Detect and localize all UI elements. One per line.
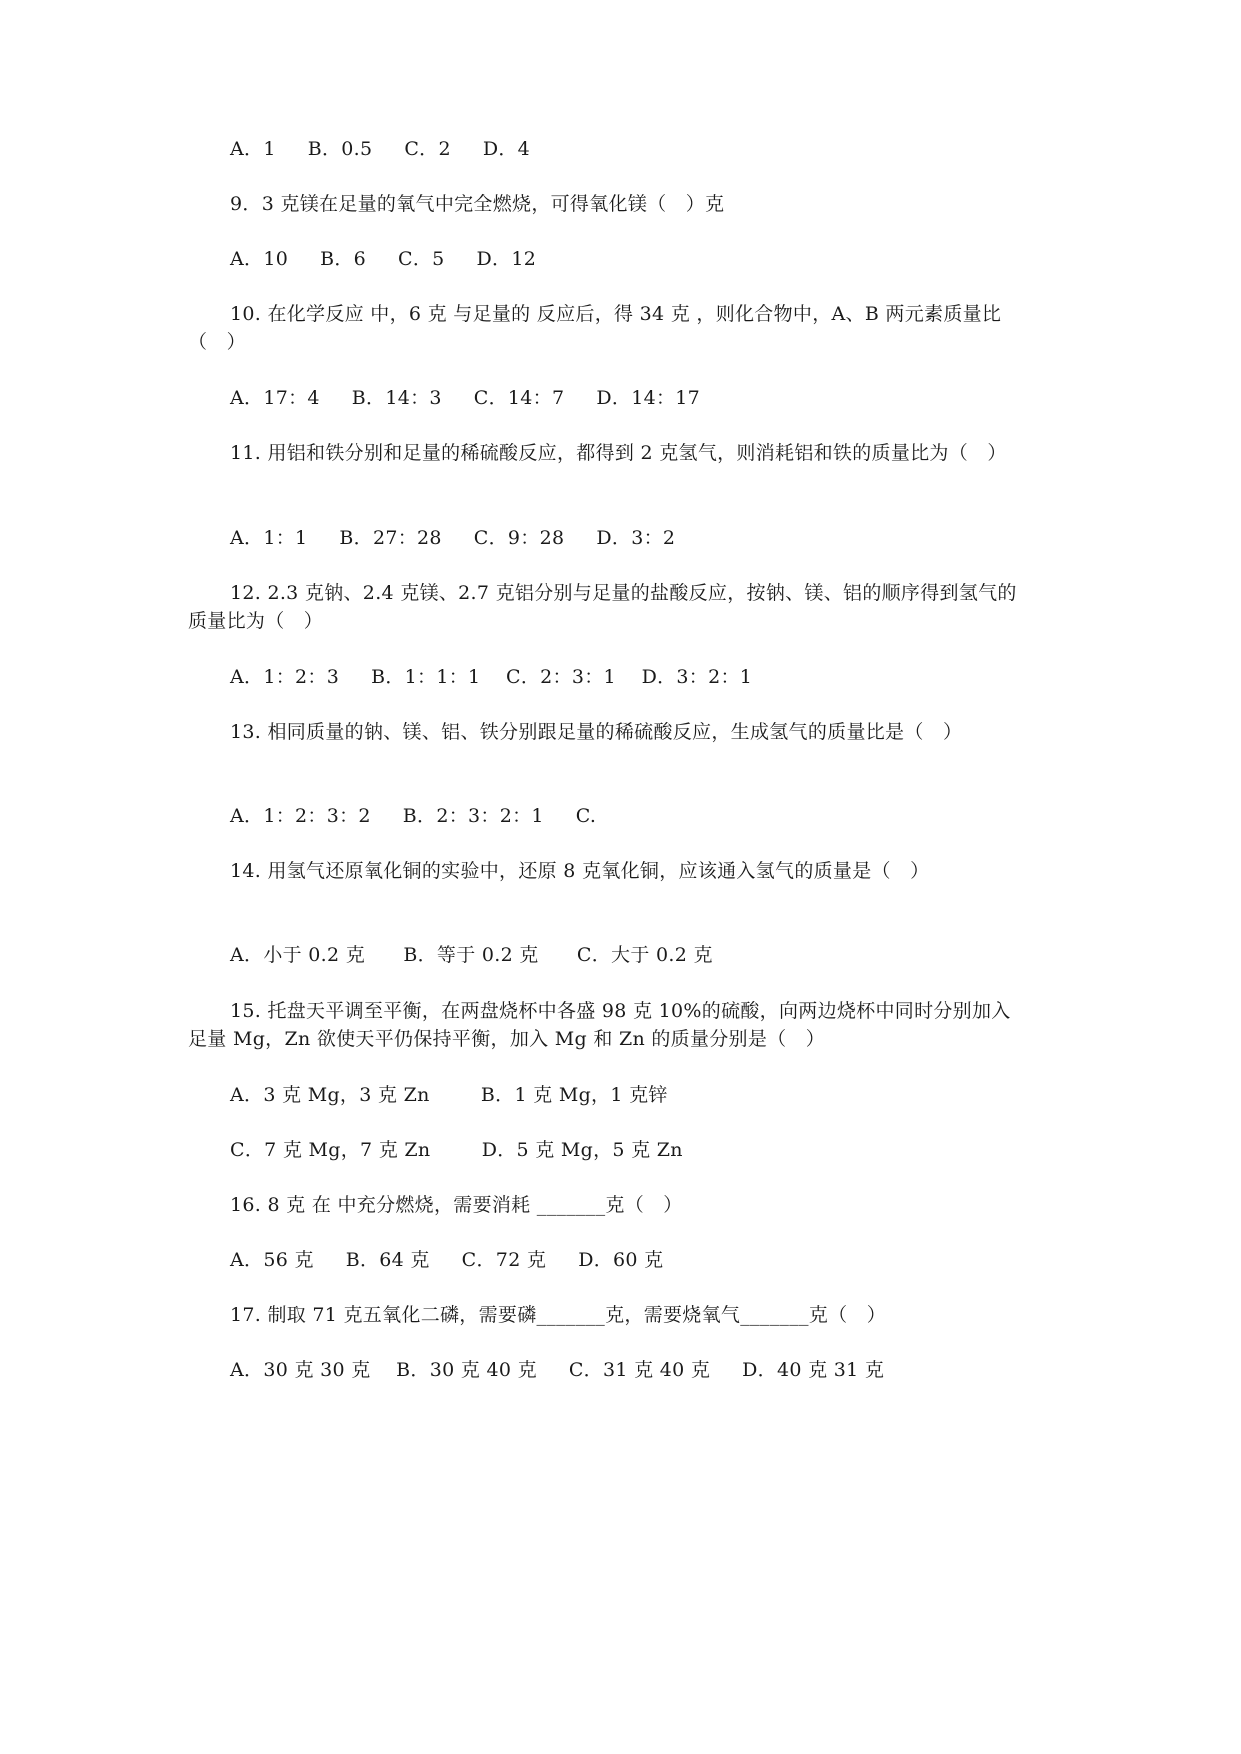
- q16-options: A．56 克 B．64 克 C．72 克 D．60 克: [230, 1249, 664, 1271]
- q12-stem-line2: 质量比为（ ）: [188, 610, 324, 632]
- q13-options: A．1：2：3：2 B．2：3：2：1 C.: [230, 805, 597, 827]
- q9-options: A．10 B．6 C．5 D．12: [230, 248, 537, 270]
- q10-options: A．17：4 B．14：3 C．14：7 D．14：17: [230, 387, 701, 409]
- q9-stem: 9．3 克镁在足量的氧气中完全燃烧，可得氧化镁（ ）克: [230, 193, 725, 215]
- q8-options: A．1 B．0.5 C．2 D．4: [230, 138, 531, 160]
- q10-stem-line2: （ ）: [188, 331, 246, 353]
- q10-stem-line1: 10. 在化学反应 中，6 克 与足量的 反应后，得 34 克 ，则化合物中，A、B 两元素质量比: [230, 303, 1002, 325]
- q17-options: A．30 克 30 克 B．30 克 40 克 C．31 克 40 克 D．40 克 31 克: [230, 1359, 885, 1381]
- q11-options: A．1：1 B．27：28 C．9：28 D．3：2: [230, 527, 676, 549]
- q12-options: A．1：2：3 B．1：1：1 C．2：3：1 D．3：2：1: [230, 666, 753, 688]
- q14-stem: 14. 用氢气还原氧化铜的实验中，还原 8 克氧化铜，应该通入氢气的质量是（ ）: [230, 860, 930, 882]
- q12-stem-line1: 12. 2.3 克钠、2.4 克镁、2.7 克铝分别与足量的盐酸反应，按钠、镁、铝的顺序得到氢气的: [230, 582, 1017, 604]
- q11-stem: 11. 用铝和铁分别和足量的稀硫酸反应，都得到 2 克氢气，则消耗铝和铁的质量比为（ ）: [230, 442, 1007, 464]
- q15-stem-line2: 足量 Mg，Zn 欲使天平仍保持平衡，加入 Mg 和 Zn 的质量分别是（ ）: [188, 1028, 826, 1050]
- q14-options: A．小于 0.2 克 B．等于 0.2 克 C．大于 0.2 克: [230, 944, 713, 966]
- q16-stem: 16. 8 克 在 中充分燃烧，需要消耗 _______克（ ）: [230, 1194, 683, 1216]
- q15-options-line1: A．3 克 Mg，3 克 Zn B．1 克 Mg，1 克锌: [230, 1084, 668, 1106]
- q15-stem-line1: 15. 托盘天平调至平衡，在两盘烧杯中各盛 98 克 10%的硫酸，向两边烧杯中同时分别加入: [230, 1000, 1011, 1022]
- q15-options-line2: C．7 克 Mg，7 克 Zn D．5 克 Mg，5 克 Zn: [230, 1139, 683, 1161]
- q17-stem: 17. 制取 71 克五氧化二磷，需要磷_______克，需要烧氧气_______克（ ）: [230, 1304, 887, 1326]
- q13-stem: 13. 相同质量的钠、镁、铝、铁分别跟足量的稀硫酸反应，生成氢气的质量比是（ ）: [230, 721, 963, 743]
